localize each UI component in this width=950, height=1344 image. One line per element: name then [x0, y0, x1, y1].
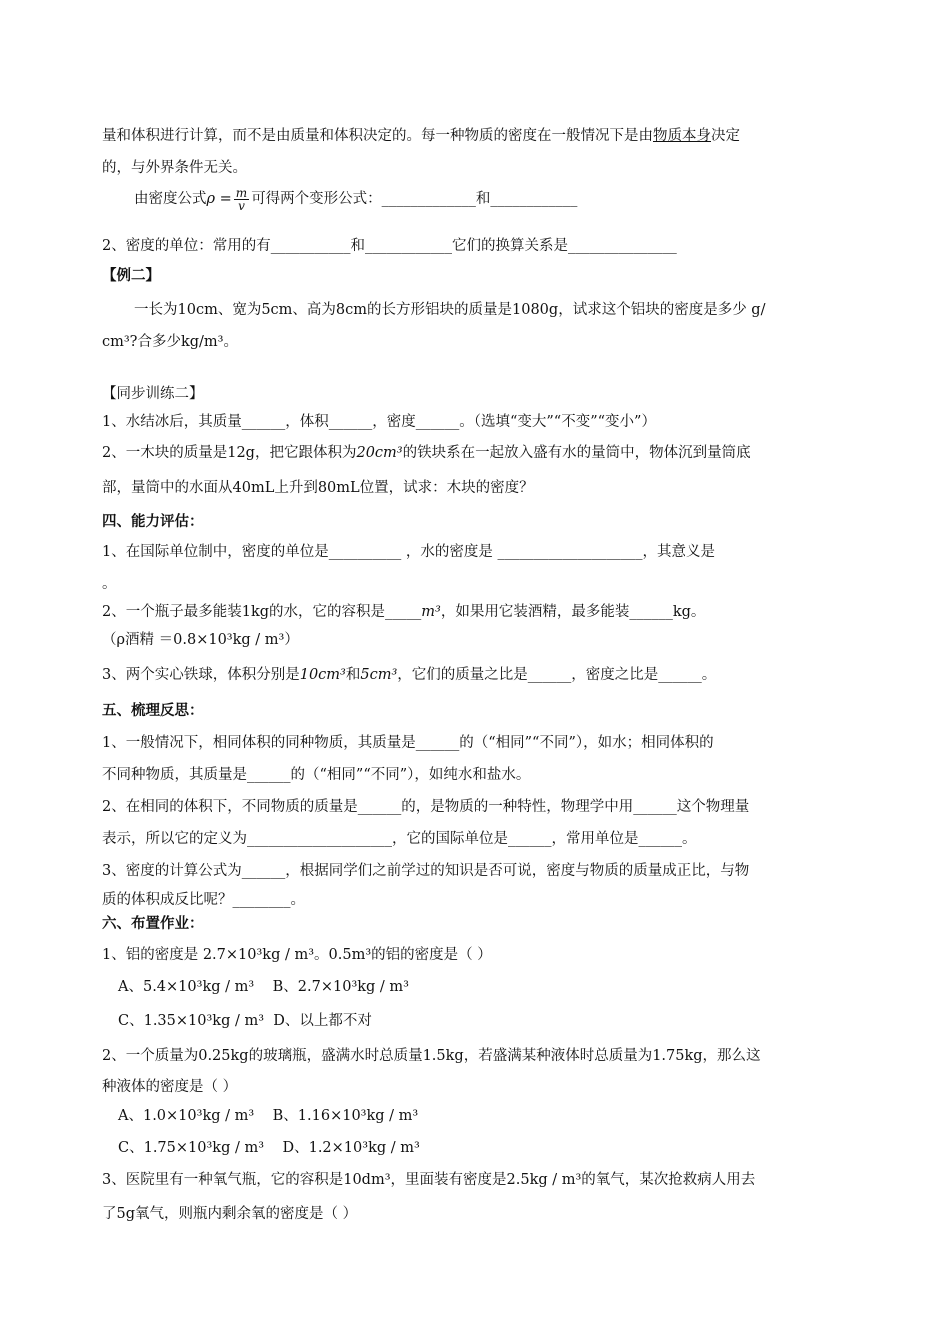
- section-5-question-2: 2、在相同的体积下，不同物质的质量是______的，是物质的一种特性，物理学中用______这个物理量: [102, 799, 750, 815]
- section-4-question-3: 3、两个实心铁球，体积分别是10cm³和5cm³，它们的质量之比是______，密度之比是______。: [102, 667, 717, 683]
- paragraph-line: 的，与外界条件无关。: [102, 160, 247, 176]
- section-4-question-1-end: 。: [102, 576, 117, 592]
- option-a: A、1.0×10³kg / m³: [118, 1108, 255, 1124]
- section-5-question-1-cont: 不同种物质，其质量是______的（“相同”“不同”），如纯水和盐水。: [102, 767, 531, 783]
- rho-symbol: ρ =: [206, 191, 232, 207]
- section-4-title: 四、能力评估：: [102, 513, 204, 530]
- section-4-question-2: 2、一个瓶子最多能装1kg的水，它的容积是_____m³，如果用它装酒精，最多能装______kg。: [102, 604, 706, 620]
- homework-question-2-cont: 种液体的密度是（ ）: [102, 1079, 238, 1095]
- underlined-text: 物质本身: [653, 128, 711, 144]
- homework-q1-options-ab: [118, 977, 878, 997]
- sync-question-1: 1、水结冰后，其质量______，体积______，密度______。（选填“变大”“不变”“变小”）: [102, 414, 656, 430]
- option-b: B、1.16×10³kg / m³: [272, 1108, 419, 1124]
- formula-line: 由密度公式ρ = $\frac{m}{v}$ 可得两个变形公式：_____________和____________: [134, 185, 578, 213]
- homework-q1-options-cd: [118, 1011, 878, 1031]
- homework-question-2: 2、一个质量为0.25kg的玻璃瓶，盛满水时总质量1.5kg，若盛满某种液体时总质量为1.75kg，那么这: [102, 1048, 761, 1064]
- option-b: B、2.7×10³kg / m³: [272, 979, 409, 995]
- alcohol-density-note: （ρ酒精 ＝0.8×10³kg / m³）: [102, 632, 299, 648]
- paragraph-line: 量和体积进行计算，而不是由质量和体积决定的。每一种物质的密度在一般情况下是由物质本身决定: [102, 128, 740, 144]
- density-fraction: $\frac{m}{v}$: [235, 185, 248, 213]
- sync-question-2: 2、一木块的质量是12g，把它跟体积为20cm³的铁块系在一起放入盛有水的量筒中，物体沉到量筒底: [102, 445, 751, 461]
- sync-question-2-cont: 部，量筒中的水面从40mL上升到80mL位置，试求：木块的密度？: [102, 480, 534, 496]
- option-c: C、1.35×10³kg / m³: [118, 1013, 265, 1029]
- section-4-question-1: 1、在国际单位制中，密度的单位是__________ ，水的密度是 ____________________，其意义是: [102, 544, 715, 560]
- question-density-units: 2、密度的单位：常用的有___________和____________它们的换算关系是_______________: [102, 238, 677, 254]
- example-2-text: 一长为10cm、宽为5cm、高为8cm的长方形铝块的质量是1080g，试求这个铝块的密度是多少 g/: [134, 302, 766, 318]
- homework-question-3-cont: 了5g氧气，则瓶内剩余氧的密度是（ ）: [102, 1206, 358, 1222]
- homework-question-1: 1、铝的密度是 2.7×10³kg / m³。0.5m³的铝的密度是（ ）: [102, 947, 492, 963]
- option-d: D、1.2×10³kg / m³: [282, 1140, 420, 1156]
- option-c: C、1.75×10³kg / m³: [118, 1140, 265, 1156]
- homework-question-3: 3、医院里有一种氧气瓶，它的容积是10dm³，里面装有密度是2.5kg / m³的氧气，某次抢救病人用去: [102, 1172, 756, 1188]
- section-5-question-3: 3、密度的计算公式为______，根据同学们之前学过的知识是否可说，密度与物质的质量成正比，与物: [102, 863, 750, 879]
- example-2-title: 【例二】: [102, 267, 160, 284]
- homework-q2-options-cd: [118, 1138, 878, 1158]
- option-a: A、5.4×10³kg / m³: [118, 979, 255, 995]
- section-6-title: 六、布置作业：: [102, 915, 204, 932]
- section-5-question-2-cont: 表示，所以它的定义为____________________，它的国际单位是______，常用单位是______。: [102, 831, 697, 847]
- option-d: D、以上都不对: [273, 1013, 372, 1029]
- section-5-title: 五、梳理反思：: [102, 702, 204, 719]
- sync-training-2-title: 【同步训练二】: [102, 386, 204, 402]
- example-2-text: cm³?合多少kg/m³。: [102, 334, 238, 350]
- homework-q2-options-ab: [118, 1106, 878, 1126]
- section-5-question-3-cont: 质的体积成反比呢？________。: [102, 892, 305, 908]
- section-5-question-1: 1、一般情况下，相同体积的同种物质，其质量是______的（“相同”“不同”），如水；相同体积的: [102, 735, 714, 751]
